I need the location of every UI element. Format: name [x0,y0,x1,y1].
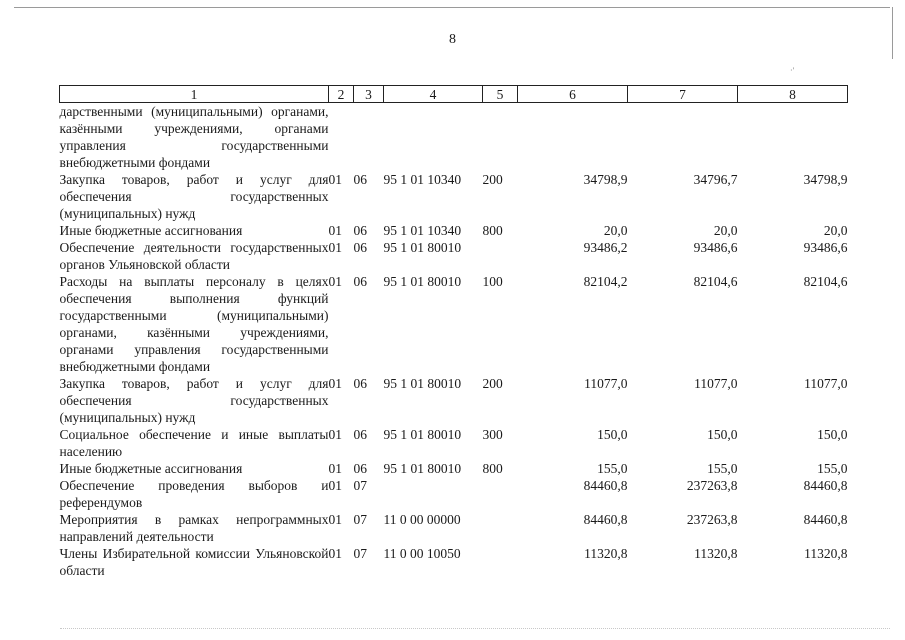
row-subsection: 06 [353,274,367,289]
row-subsection: 06 [353,172,367,187]
row-target-article: 95 1 01 80010 [383,376,462,391]
table-row [60,460,848,477]
table-row [60,375,848,426]
row-target-article: 95 1 01 80010 [383,274,462,289]
row-expense-type: 200 [482,172,503,187]
table-row [60,171,848,222]
row-section: 01 [328,172,342,187]
row-value-col6: 82104,2 [583,274,628,289]
row-section: 01 [328,274,342,289]
row-subsection: 06 [353,461,367,476]
header-col-3: 3 [354,86,384,103]
row-expense-type [483,239,518,273]
row-value-col8: 84460,8 [803,478,848,493]
table-body [60,103,848,580]
row-section: 01 [328,546,342,561]
table-row [60,273,848,375]
row-value-col6: 84460,8 [583,478,628,493]
header-col-6: 6 [518,86,628,103]
row-target-article [384,103,483,172]
table-row [60,477,848,511]
scan-noise-line [60,628,890,629]
row-name: Закупка товаров, работ и услуг для обеспечения государственных (муниципальных) нужд [59,172,329,221]
table-row [60,103,848,172]
row-target-article: 95 1 01 80010 [383,461,462,476]
row-value-col6: 84460,8 [583,512,628,527]
row-section: 01 [328,427,342,442]
header-row [60,86,848,103]
row-subsection: 07 [353,546,367,561]
row-value-col8: 20,0 [823,223,848,238]
table-row [60,222,848,239]
table-row [60,545,848,579]
row-value-col6: 11077,0 [584,376,628,391]
row-value-col7: 34796,7 [693,172,738,187]
row-section: 01 [328,512,342,527]
row-section: 01 [328,478,342,493]
row-section [329,103,354,172]
row-value-col7 [628,103,738,172]
row-expense-type [483,103,518,172]
row-subsection: 07 [353,512,367,527]
row-name: Иные бюджетные ассигнования [59,461,243,476]
page-frame-top-line [14,7,890,8]
row-value-col7: 11320,8 [694,546,738,561]
row-subsection: 07 [353,478,367,493]
row-name: Обеспечение проведения выборов и референдумов [59,478,329,510]
row-value-col7: 237263,8 [686,478,738,493]
row-target-article: 95 1 01 10340 [383,172,462,187]
row-subsection: 06 [353,240,367,255]
row-section: 01 [328,223,342,238]
row-value-col7: 20,0 [713,223,738,238]
page-number: 8 [449,32,456,47]
row-value-col8 [738,103,848,172]
header-col-8: 8 [738,86,848,103]
row-value-col7: 237263,8 [686,512,738,527]
row-value-col7: 150,0 [707,427,738,442]
row-value-col8: 155,0 [817,461,848,476]
row-target-article: 95 1 01 80010 [383,427,462,442]
row-value-col6: 93486,2 [583,240,628,255]
budget-table [59,85,848,579]
row-value-col6 [518,103,628,172]
row-name: Иные бюджетные ассигнования [59,223,243,238]
scan-mark: ·' [790,66,795,75]
row-expense-type [483,511,518,545]
row-value-col8: 11077,0 [804,376,848,391]
row-value-col8: 11320,8 [804,546,848,561]
row-target-article: 95 1 01 80010 [383,240,462,255]
row-subsection: 06 [353,376,367,391]
row-value-col8: 150,0 [817,427,848,442]
header-col-7: 7 [628,86,738,103]
row-expense-type: 300 [482,427,503,442]
row-section: 01 [328,240,342,255]
row-value-col7: 82104,6 [693,274,738,289]
row-value-col7: 11077,0 [694,376,738,391]
row-target-article: 11 0 00 10050 [383,546,461,561]
row-value-col6: 20,0 [603,223,628,238]
table-header [60,86,848,103]
row-name: Мероприятия в рамках непрограммных направлений деятельности [59,512,329,544]
row-target-article [384,477,483,511]
row-value-col7: 93486,6 [693,240,738,255]
row-name: Закупка товаров, работ и услуг для обеспечения государственных (муниципальных) нужд [59,376,329,425]
row-expense-type: 100 [482,274,503,289]
row-name: Социальное обеспечение и иные выплаты населению [59,427,329,459]
row-target-article: 95 1 01 10340 [383,223,462,238]
row-expense-type: 200 [482,376,503,391]
row-section: 01 [328,461,342,476]
header-col-1: 1 [60,86,329,103]
table-row [60,511,848,545]
row-subsection [354,103,384,172]
row-name: дарственными (муниципальными) органами, казёнными учреждениями, органами управления государственными внебюджетными фондами [59,104,329,170]
row-name: Расходы на выплаты персоналу в целях обеспечения выполнения функций государственными (муниципальными) органами, казёнными учреждениями, органами управления государственными внебюджетными фондами [59,274,329,374]
table-row [60,426,848,460]
row-subsection: 06 [353,223,367,238]
row-value-col8: 34798,9 [803,172,848,187]
row-expense-type: 800 [482,223,503,238]
row-value-col6: 34798,9 [583,172,628,187]
row-target-article: 11 0 00 00000 [383,512,461,527]
row-value-col8: 93486,6 [803,240,848,255]
row-value-col6: 155,0 [597,461,628,476]
row-expense-type [483,545,518,579]
row-name: Члены Избирательной комиссии Ульяновской области [59,546,329,578]
table-row [60,239,848,273]
row-value-col6: 11320,8 [584,546,628,561]
row-value-col8: 84460,8 [803,512,848,527]
row-section: 01 [328,376,342,391]
header-col-5: 5 [483,86,518,103]
row-value-col6: 150,0 [597,427,628,442]
row-value-col8: 82104,6 [803,274,848,289]
row-expense-type [483,477,518,511]
header-col-2: 2 [329,86,354,103]
header-col-4: 4 [384,86,483,103]
row-expense-type: 800 [482,461,503,476]
row-subsection: 06 [353,427,367,442]
row-value-col7: 155,0 [707,461,738,476]
row-name: Обеспечение деятельности государственных органов Ульяновской области [59,240,329,272]
